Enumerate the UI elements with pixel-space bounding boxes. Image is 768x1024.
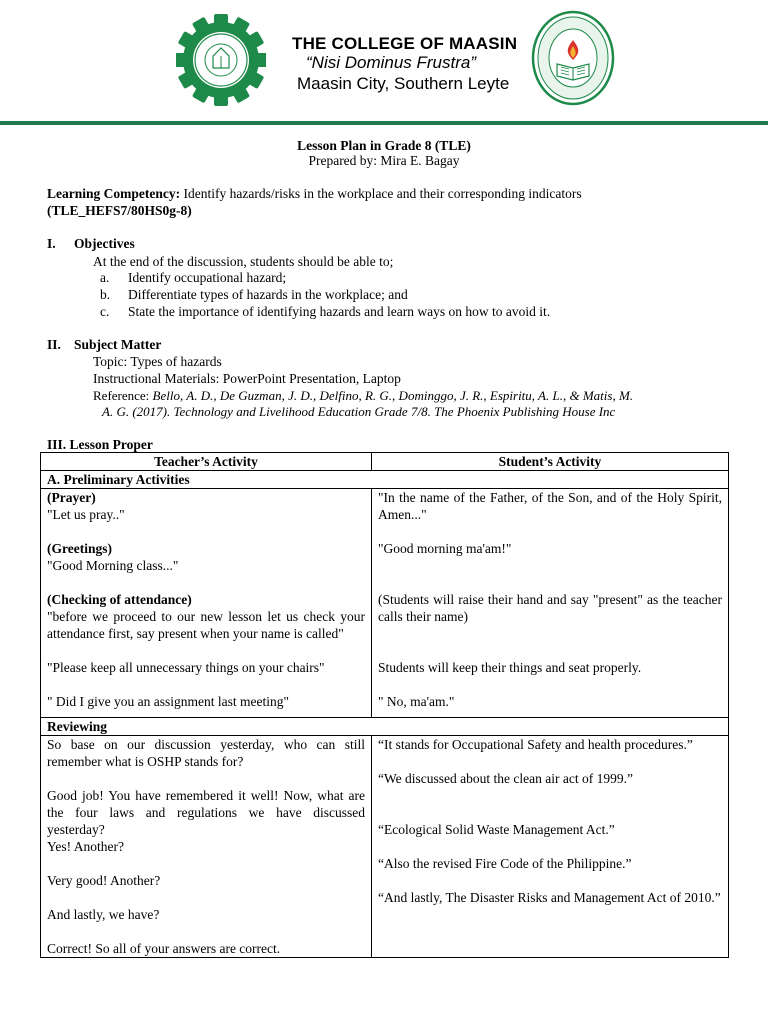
review-answer: “It stands for Occupational Safety and health procedures.” [378, 737, 693, 752]
attendance-teacher-text: "before we proceed to our new lesson let us check your attendance first, say present when your name is called" [47, 609, 365, 641]
teacher-reviewing-cell [41, 736, 372, 958]
reviewing-label: Reviewing [41, 718, 729, 736]
assignment-student-text: " No, ma'am." [378, 694, 455, 709]
letterhead [0, 0, 768, 130]
review-question: Very good! Another? [47, 873, 161, 888]
things-student-text: Students will keep their things and seat properly. [378, 660, 642, 675]
greetings-student-text: "Good morning ma'am!" [378, 541, 512, 556]
teacher-preliminary-cell [41, 489, 372, 718]
objectives-heading: Objectives [74, 236, 135, 251]
reference-text: Bello, A. D., De Guzman, J. D., Delfino, R. G., Dominggo, J. R., Espiritu, A. L., & Matis, M. [152, 388, 634, 403]
teacher-activity-header: Teacher’s Activity [41, 453, 372, 471]
competency-label: Learning Competency: [47, 186, 181, 201]
materials-line: Instructional Materials: PowerPoint Presentation, Laptop [93, 371, 401, 386]
attendance-heading: (Checking of attendance) [47, 592, 192, 607]
table-row [41, 736, 729, 958]
subject-matter-number: II. [47, 337, 61, 352]
student-preliminary-cell [372, 489, 729, 718]
table-row [41, 489, 729, 718]
review-question: So base on our discussion yesterday, who can still remember what is OSHP stands for? [47, 737, 365, 769]
review-answer: “We discussed about the clean air act of 1999.” [378, 771, 633, 786]
objective-letter: a. [100, 270, 110, 285]
college-seal-logo [176, 12, 266, 108]
lesson-proper-table [40, 452, 729, 958]
lesson-proper-heading: III. Lesson Proper [47, 437, 153, 452]
reference-label: Reference: [93, 388, 153, 403]
competency-code: (TLE_HEFS7/80HS0g-8) [47, 203, 192, 218]
competency-text: Identify hazards/risks in the workplace and their corresponding indicators [180, 186, 582, 201]
review-answer: “Also the revised Fire Code of the Philippine.” [378, 856, 632, 871]
review-question: And lastly, we have? [47, 907, 160, 922]
objective-text: Identify occupational hazard; [128, 270, 287, 285]
greetings-teacher-text: "Good Morning class..." [47, 558, 179, 573]
assignment-teacher-text: " Did I give you an assignment last meeting" [47, 694, 289, 709]
header-divider [0, 121, 768, 125]
attendance-student-text: (Students will raise their hand and say "present" as the teacher calls their name) [378, 592, 722, 624]
review-question: Correct! So all of your answers are correct. [47, 941, 281, 956]
review-question: Good job! You have remembered it well! Now, what are the four laws and regulations we have discussed yesterday? [47, 788, 365, 837]
table-row [41, 718, 729, 736]
preliminary-activities-label: A. Preliminary Activities [41, 471, 729, 489]
prayer-student-text: "In the name of the Father, of the Son, and of the Holy Spirit, Amen..." [378, 490, 722, 522]
objective-letter: c. [100, 304, 110, 319]
table-header-row [41, 453, 729, 471]
liberal-arts-seal-logo [530, 10, 616, 106]
objective-letter: b. [100, 287, 111, 302]
review-question: Yes! Another? [47, 839, 124, 854]
things-teacher-text: "Please keep all unnecessary things on your chairs" [47, 660, 325, 675]
student-reviewing-cell [372, 736, 729, 958]
lesson-plan-title: Lesson Plan in Grade 8 (TLE) [297, 138, 471, 153]
objectives-number: I. [47, 236, 56, 251]
college-motto: “Nisi Dominus Frustra” [306, 53, 477, 72]
prayer-heading: (Prayer) [47, 490, 96, 505]
prayer-teacher-text: "Let us pray.." [47, 507, 125, 522]
college-location: Maasin City, Southern Leyte [297, 74, 510, 93]
college-name: THE COLLEGE OF MAASIN [292, 34, 518, 53]
review-answer: “And lastly, The Disaster Risks and Management Act of 2010.” [378, 890, 721, 905]
reference-line [93, 387, 633, 404]
review-answer: “Ecological Solid Waste Management Act.” [378, 822, 615, 837]
student-activity-header: Student’s Activity [372, 453, 729, 471]
objectives-intro: At the end of the discussion, students should be able to; [93, 254, 394, 269]
subject-matter-heading: Subject Matter [74, 337, 162, 352]
prepared-by: Prepared by: Mira E. Bagay [308, 153, 460, 168]
objective-text: Differentiate types of hazards in the workplace; and [128, 287, 408, 302]
topic-line: Topic: Types of hazards [93, 354, 222, 369]
learning-competency [47, 185, 721, 219]
table-row [41, 471, 729, 489]
reference-continuation: A. G. (2017). Technology and Livelihood Education Grade 7/8. The Phoenix Publishing House Inc [102, 404, 616, 419]
greetings-heading: (Greetings) [47, 541, 112, 556]
objective-text: State the importance of identifying hazards and learn ways on how to avoid it. [128, 304, 551, 319]
